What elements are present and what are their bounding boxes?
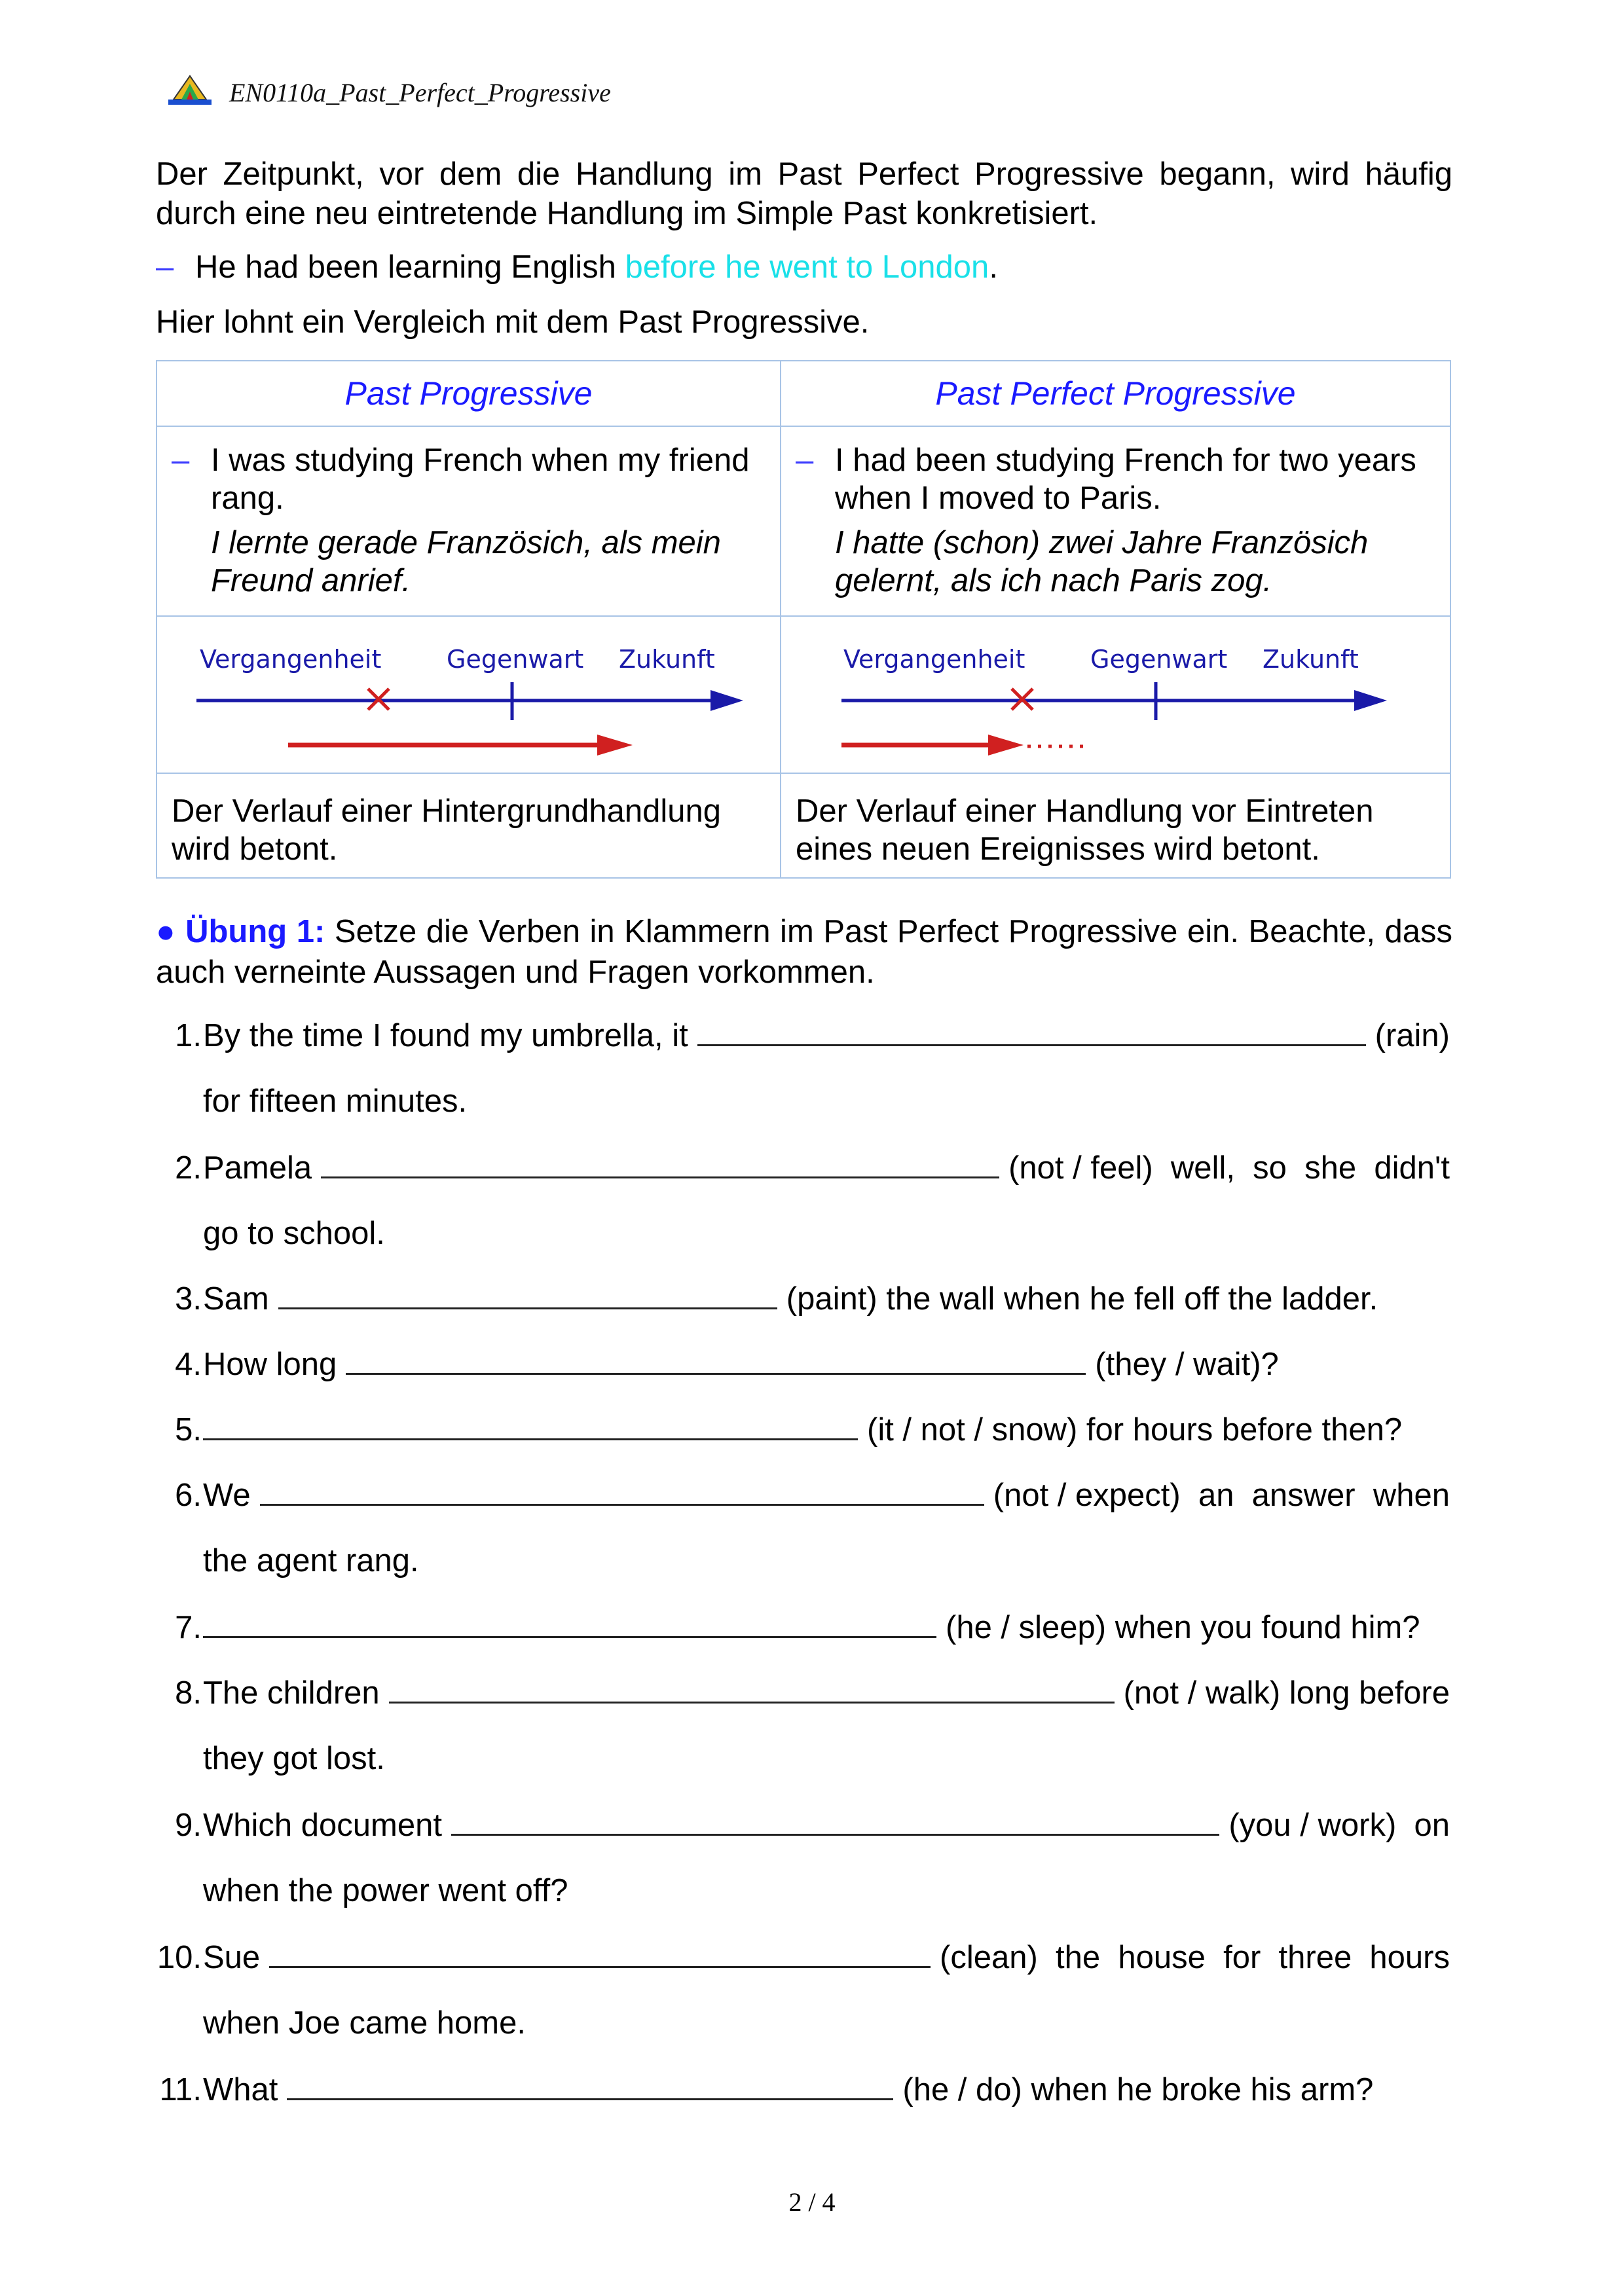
- timeline-past-label: Vergangenheit: [200, 645, 382, 674]
- item-verb-hint: (not / walk) long before: [1123, 1675, 1450, 1711]
- col-header-past-perfect-progressive: Past Perfect Progressive: [781, 361, 1450, 426]
- dash-bullet: –: [172, 443, 190, 478]
- item-text-before: We: [203, 1478, 251, 1513]
- intro-paragraph: Der Zeitpunkt, vor dem die Handlung im Past Perfect Progressive begann, wird häufig durch eine neu eintretende Handlung im Simple Past konkretisiert.: [156, 156, 1452, 231]
- timeline-future-label: Zukunft: [619, 645, 715, 674]
- item-number: 11.: [159, 2072, 202, 2107]
- timeline-arrowhead: [1354, 690, 1387, 711]
- answer-blank[interactable]: [389, 1675, 1115, 1704]
- item-number: 4.: [175, 1347, 202, 1382]
- answer-blank[interactable]: [203, 1412, 858, 1440]
- item-verb-hint: (they / wait)?: [1095, 1347, 1279, 1382]
- item-number: 8.: [175, 1675, 202, 1711]
- example-cell-1: [157, 426, 781, 616]
- item-continuation: they got lost.: [203, 1741, 385, 1776]
- answer-blank[interactable]: [697, 1018, 1366, 1046]
- answer-blank[interactable]: [278, 1281, 777, 1309]
- summary-text: Der Verlauf einer Handlung vor Eintreten eines neuen Ereignisses wird betont.: [796, 793, 1374, 867]
- intro-example: [156, 247, 1452, 287]
- timeline-diagram: [157, 617, 781, 773]
- example-main: He had been learning English: [195, 249, 625, 285]
- item-verb-hint: (not / expect) an answer when: [993, 1478, 1450, 1513]
- item-text-before: Sue: [203, 1940, 261, 1975]
- example-highlight: before he went to London: [625, 249, 989, 285]
- item-text-before: By the time I found my umbrella, it: [203, 1018, 688, 1053]
- timeline-cell-2: [781, 616, 1450, 773]
- timeline-present-label: Gegenwart: [447, 645, 584, 674]
- item-text-before: How long: [203, 1347, 337, 1382]
- item-text-before: Which document: [203, 1808, 442, 1843]
- timeline-cell-1: [157, 616, 781, 773]
- item-number: 9.: [175, 1808, 202, 1843]
- item-number: 3.: [175, 1281, 202, 1317]
- bullet-icon: ●: [156, 914, 176, 949]
- example-sentence: I was studying French when my friend rang.: [211, 443, 750, 516]
- example-cell-2: [781, 426, 1450, 616]
- example-end: .: [989, 249, 998, 285]
- answer-blank[interactable]: [346, 1347, 1086, 1375]
- item-verb-hint: (you / work) on: [1228, 1808, 1450, 1843]
- item-verb-hint: (he / sleep) when you found him?: [946, 1610, 1420, 1645]
- item-number: 7.: [175, 1610, 202, 1645]
- dash-bullet: –: [796, 443, 814, 478]
- item-number: 10.: [157, 1940, 202, 1975]
- dash-bullet: –: [156, 249, 174, 285]
- item-continuation: the agent rang.: [203, 1543, 419, 1578]
- summary-text: Der Verlauf einer Hintergrundhandlung wird betont.: [172, 793, 721, 867]
- comparison-table: [156, 360, 1451, 879]
- answer-blank[interactable]: [287, 2072, 893, 2100]
- item-verb-hint: (not / feel) well, so she didn't: [1008, 1150, 1450, 1186]
- item-verb-hint: (rain): [1375, 1018, 1450, 1053]
- timeline-future-label: Zukunft: [1263, 645, 1359, 674]
- item-text-before: What: [203, 2072, 278, 2107]
- item-number: 1.: [175, 1018, 202, 1053]
- item-verb-hint: (clean) the house for three hours: [940, 1940, 1450, 1975]
- item-text-before: Sam: [203, 1281, 269, 1317]
- page-number: 2 / 4: [788, 2187, 836, 2217]
- example-translation: I lernte gerade Französich, als mein Freund anrief.: [211, 525, 721, 598]
- example-translation: I hatte (schon) zwei Jahre Französich gelernt, als ich nach Paris zog.: [835, 525, 1369, 598]
- logo-icon: [167, 73, 213, 107]
- timeline-arrowhead: [710, 690, 743, 711]
- answer-blank[interactable]: [451, 1808, 1219, 1836]
- exercise-label: Übung 1:: [185, 914, 325, 949]
- compare-sentence: Hier lohnt ein Vergleich mit dem Past Progressive.: [156, 304, 870, 340]
- answer-blank[interactable]: [321, 1150, 999, 1178]
- answer-blank[interactable]: [269, 1940, 931, 1968]
- item-verb-hint: (he / do) when he broke his arm?: [902, 2072, 1374, 2107]
- item-verb-hint: (it / not / snow) for hours before then?: [867, 1412, 1403, 1448]
- item-verb-hint: (paint) the wall when he fell off the ladder.: [786, 1281, 1378, 1317]
- item-number: 6.: [175, 1478, 202, 1513]
- timeline-past-label: Vergangenheit: [843, 645, 1025, 674]
- timeline-present-label: Gegenwart: [1090, 645, 1228, 674]
- document-title: EN0110a_Past_Perfect_Progressive: [229, 78, 611, 107]
- exercise-instruction: Setze die Verben in Klammern im Past Perfect Progressive ein. Beachte, dass auch verneinte Aussagen und Fragen vorkommen.: [156, 914, 1452, 990]
- answer-blank[interactable]: [203, 1610, 936, 1638]
- item-continuation: when Joe came home.: [203, 2005, 526, 2041]
- summary-cell-2: [781, 773, 1450, 878]
- summary-cell-1: [157, 773, 781, 878]
- col-header-past-progressive: Past Progressive: [157, 361, 781, 426]
- example-sentence: I had been studying French for two years when I moved to Paris.: [835, 443, 1416, 516]
- item-text-before: The children: [203, 1675, 380, 1711]
- item-continuation: for fifteen minutes.: [203, 1084, 468, 1119]
- exercise-heading: [156, 911, 1452, 993]
- item-text-before: Pamela: [203, 1150, 312, 1186]
- timeline-diagram: [781, 617, 1451, 773]
- item-number: 5.: [175, 1412, 202, 1448]
- item-continuation: go to school.: [203, 1216, 385, 1251]
- item-number: 2.: [175, 1150, 202, 1186]
- answer-blank[interactable]: [260, 1478, 984, 1506]
- item-continuation: when the power went off?: [203, 1873, 568, 1908]
